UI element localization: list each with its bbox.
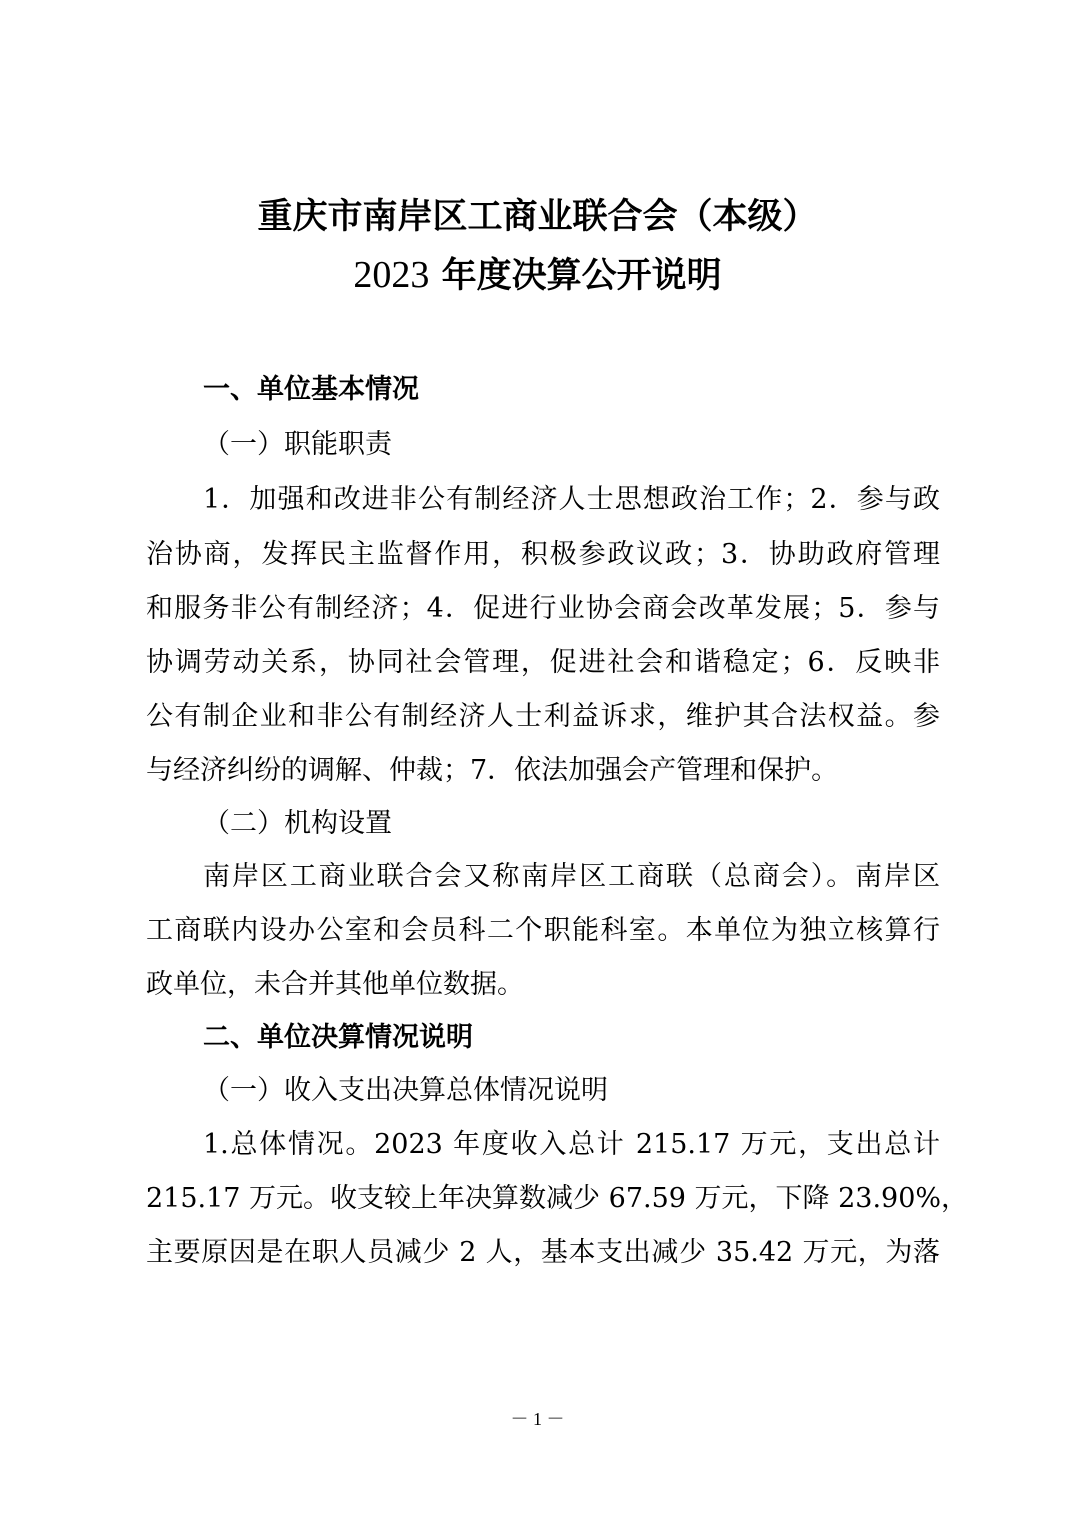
document-title-line-2 (0, 255, 1075, 296)
paragraph-line: 215.17 万元。收支较上年决算数减少 67.59 万元，下降 23.90%， (146, 1183, 969, 1214)
section-2-heading: 二、单位决算情况说明 (203, 1022, 473, 1053)
section-1-sub-1-heading: （一）职能职责 (203, 429, 392, 460)
document-title-line-1: 重庆市南岸区工商业联合会（本级） (257, 197, 818, 237)
paragraph-line: 公有制企业和非公有制经济人士利益诉求，维护其合法权益。参 (146, 701, 940, 732)
paragraph-line: 1.总体情况。2023 年度收入总计 215.17 万元，支出总计 (203, 1129, 940, 1160)
paragraph-line: 工商联内设办公室和会员科二个职能科室。本单位为独立核算行 (146, 915, 940, 946)
section-1-heading: 一、单位基本情况 (203, 374, 419, 405)
paragraph-line: 主要原因是在职人员减少 2 人，基本支出减少 35.42 万元，为落 (146, 1237, 940, 1268)
page-number: － 1 － (510, 1409, 565, 1429)
paragraph-line: 协调劳动关系，协同社会管理，促进社会和谐稳定；6．反映非 (146, 647, 940, 678)
section-2-sub-1-heading: （一）收入支出决算总体情况说明 (203, 1075, 608, 1106)
paragraph-line: 治协商，发挥民主监督作用，积极参政议政；3．协助政府管理 (146, 539, 940, 570)
title-year: 2023 (353, 254, 430, 296)
title-rest: 年度决算公开说明 (441, 256, 722, 296)
paragraph-line: 政单位，未合并其他单位数据。 (146, 969, 524, 1000)
paragraph-line: 与经济纠纷的调解、仲裁；7．依法加强会产管理和保护。 (146, 755, 839, 786)
paragraph-line: 和服务非公有制经济；4．促进行业协会商会改革发展；5．参与 (146, 593, 940, 624)
section-1-sub-2-heading: （二）机构设置 (203, 808, 392, 839)
paragraph-line: 1．加强和改进非公有制经济人士思想政治工作；2．参与政 (203, 484, 940, 515)
paragraph-line: 南岸区工商业联合会又称南岸区工商联（总商会）。南岸区 (203, 861, 940, 892)
